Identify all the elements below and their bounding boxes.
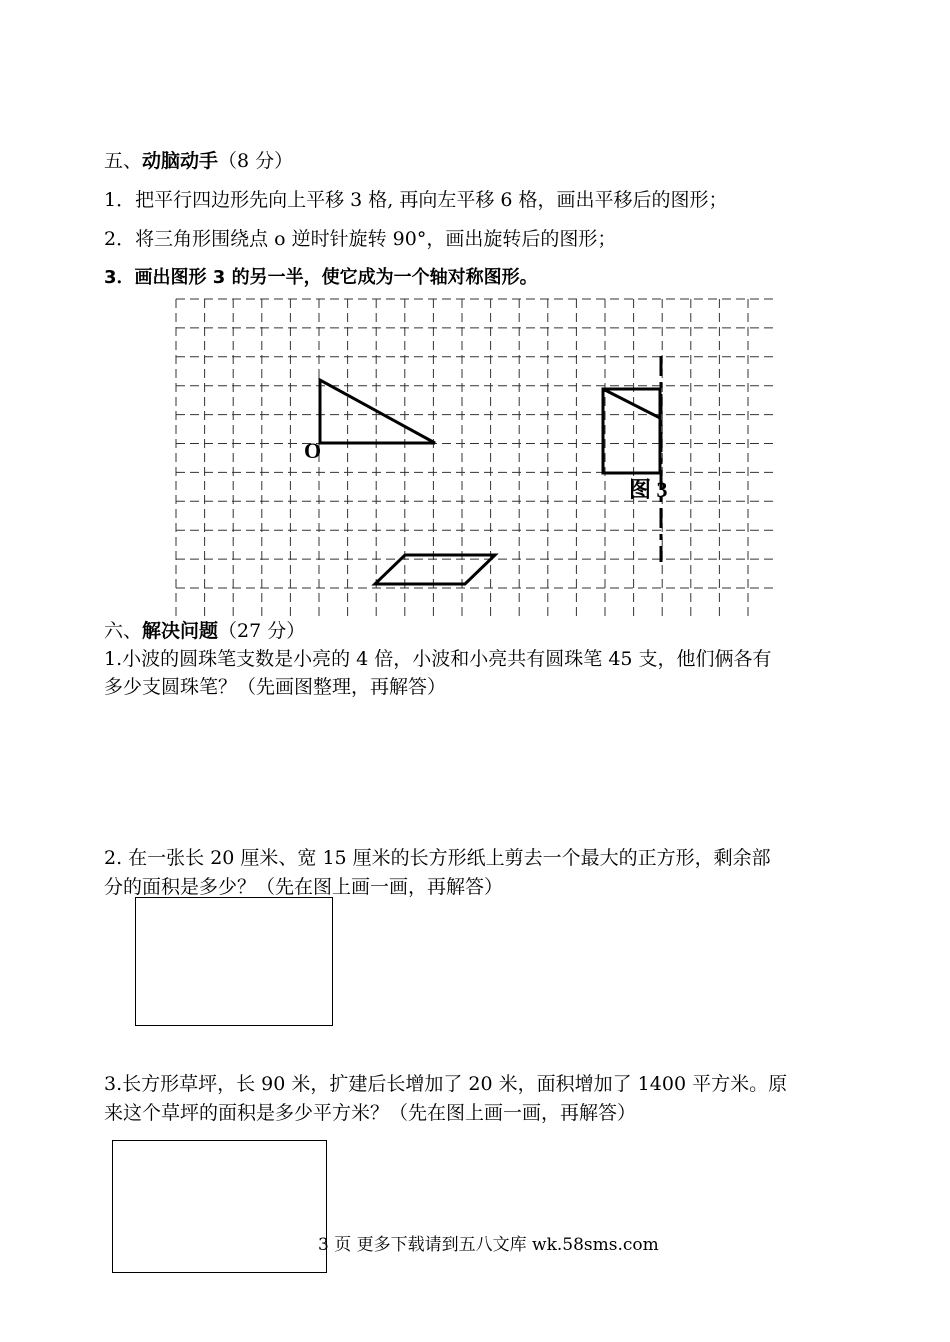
section6-title [104,616,305,643]
section5-q3: 3．画出图形 3 的另一半，使它成为一个轴对称图形。 [104,267,538,288]
drawing-grid [175,298,775,616]
problem2-rectangle [135,897,333,1026]
section5-q2: 2．将三角形围绕点 o 逆时针旋转 90°，画出旋转后的图形； [104,228,617,250]
problem2-line2: 分的面积是多少？（先在图上画一画，再解答） [104,876,504,898]
figure3-label: 图 3 [629,477,668,502]
problem3-rectangle [112,1140,327,1273]
figure3-shape [603,389,660,473]
problem2-line1: 2. 在一张长 20 厘米、宽 15 厘米的长方形纸上剪去一个最大的正方形，剩余部 [104,847,771,869]
problem3-line1: 3.长方形草坪，长 90 米，扩建后长增加了 20 米，面积增加了 1400 平方米。原 [104,1073,788,1095]
section6-title-prefix: 六、 [104,620,143,642]
section5-title-suffix: （8 分） [218,150,294,172]
section6-title-suffix: （27 分） [218,620,306,642]
grid-lines [176,299,775,616]
page-footer: 3 页 更多下载请到五八文库 wk.58sms.com [318,1235,659,1255]
section5-title-prefix: 五、 [104,150,143,172]
section6-title-bold: 解决问题 [142,620,219,642]
problem1-line2: 多少支圆珠笔？（先画图整理，再解答） [104,676,447,698]
section5-q1: 1．把平行四边形先向上平移 3 格, 再向左平移 6 格，画出平移后的图形； [104,189,728,211]
problem3-line2: 来这个草坪的面积是多少平方米？（先在图上画一画，再解答） [104,1102,637,1124]
section5-title-bold: 动脑动手 [142,150,219,172]
problem1-line1: 1.小波的圆珠笔支数是小亮的 4 倍，小波和小亮共有圆珠笔 45 支，他们俩各有 [104,648,772,670]
point-o-label: O [304,438,322,463]
triangle-figure [320,380,435,443]
section5-title [104,146,293,173]
